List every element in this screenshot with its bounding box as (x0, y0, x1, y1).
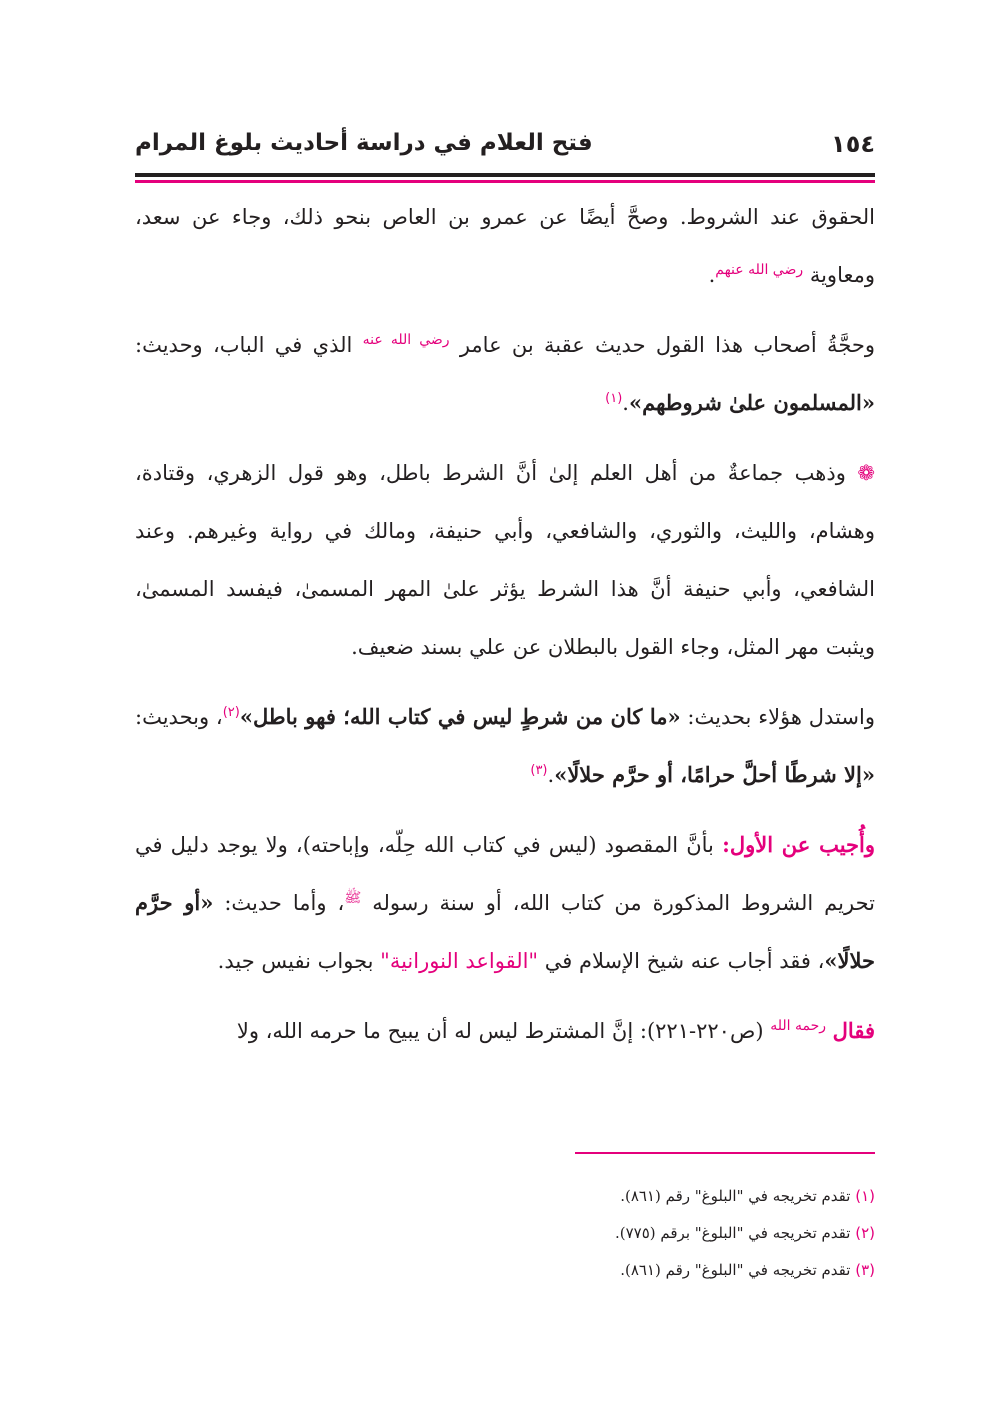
hadith-quote-1: «ما كان من شرطٍ ليس في كتاب الله؛ فهو باطل» (239, 704, 681, 729)
footnote-ref-2[interactable]: (٢) (222, 705, 240, 720)
book-title: فتح العلام في دراسة أحاديث بلوغ المرام (135, 130, 593, 156)
hadith-quote-2: «إلا شرطًا أحلَّ حرامًا، أو حرَّم حلالًا» (554, 762, 875, 787)
footnote-number: (١) (855, 1187, 875, 1205)
footnote-item (135, 1215, 875, 1252)
main-text (135, 188, 875, 1072)
paragraph-3 (135, 444, 875, 676)
hadith-quote: «أو حرَّم حلالًا» (135, 890, 875, 973)
paragraph-4-text-a: واستدل هؤلاء بحديث: (687, 705, 875, 729)
hadith-quote: «المسلمون علىٰ شروطهم» (628, 390, 875, 415)
answer-heading: وأُجيب عن الأول: (722, 832, 876, 857)
footnote-text: تقدم تخريجه في "البلوغ" برقم (٧٧٥). (614, 1224, 851, 1242)
paragraph-4 (135, 688, 875, 804)
footnote-text: تقدم تخريجه في "البلوغ" رقم (٨٦١). (620, 1187, 851, 1205)
footnotes (135, 1178, 875, 1289)
salawat-mark: ﷺ (344, 890, 362, 906)
header-rule-pink (135, 180, 875, 183)
honorific-mark: رضي الله عنهم (715, 262, 804, 278)
book-title-quote: "القواعد النورانية" (380, 949, 539, 973)
footnote-number: (٢) (855, 1224, 875, 1242)
running-header (135, 126, 875, 166)
footnote-item (135, 1252, 875, 1289)
footnote-divider (575, 1152, 875, 1154)
quote-intro: فقال (832, 1018, 875, 1043)
honorific-mark: رحمه الله (770, 1018, 826, 1034)
paragraph-1 (135, 188, 875, 304)
page-number: ١٥٤ (831, 130, 875, 158)
footnote-ref-3[interactable]: (٣) (530, 763, 548, 778)
period: . (622, 391, 629, 415)
paragraph-5-text-a: بأنَّ المقصود (ليس في كتاب الله حِلّه، وإباحته)، ولا يوجد دليل في تحريم الشروط المذكورة من كتاب الله، أو سنة رسوله (135, 833, 875, 915)
paragraph-2-text-a: وحجَّةُ أصحاب هذا القول حديث عقبة بن عامر (459, 333, 875, 357)
paragraph-3-text: وذهب جماعةٌ من أهل العلم إلىٰ أنَّ الشرط باطل، وهو قول الزهري، وقتادة، وهشام، والليث، والثوري، والشافعي، وأبي حنيفة، ومالك في رواية وغيرهم. وعند الشافعي، وأبي حنيفة أنَّ هذا الشرط يؤثر علىٰ المهر المسمىٰ، فيفسد المسمىٰ، ويثبت مهر المثل، وجاء القول بالبطلان عن علي بسند ضعيف. (135, 461, 875, 659)
period: . (547, 763, 555, 787)
header-rule-dark (135, 173, 875, 177)
paragraph-2 (135, 316, 875, 432)
paragraph-6 (135, 1002, 875, 1060)
paragraph-5 (135, 816, 875, 990)
footnote-item (135, 1178, 875, 1215)
paragraph-2-text-b: الذي في الباب، وحديث: (135, 333, 353, 357)
footnote-ref-1[interactable]: (١) (605, 391, 623, 406)
paragraph-5-text-c: ، فقد أجاب عنه شيخ الإسلام في (544, 949, 825, 973)
honorific-mark: رضي الله عنه (362, 332, 450, 348)
paragraph-5-text-d: بجواب نفيس جيد. (217, 949, 374, 973)
period: . (708, 263, 716, 287)
paragraph-1-text: الحقوق عند الشروط. وصحَّ أيضًا عن عمرو بن العاص بنحو ذلك، وجاء عن سعد، ومعاوية (135, 205, 875, 287)
paragraph-4-text-b: ، وبحديث: (135, 705, 223, 729)
paragraph-5-text-b: ، وأما حديث: (224, 891, 345, 915)
paragraph-6-text: (ص٢٢٠-٢٢١): إنَّ المشترط ليس له أن يبيح ما حرمه الله، ولا (236, 1019, 764, 1043)
footnote-text: تقدم تخريجه في "البلوغ" رقم (٨٦١). (620, 1261, 851, 1279)
flower-ornament-icon: ❁ (857, 461, 875, 485)
footnote-number: (٣) (855, 1261, 875, 1279)
